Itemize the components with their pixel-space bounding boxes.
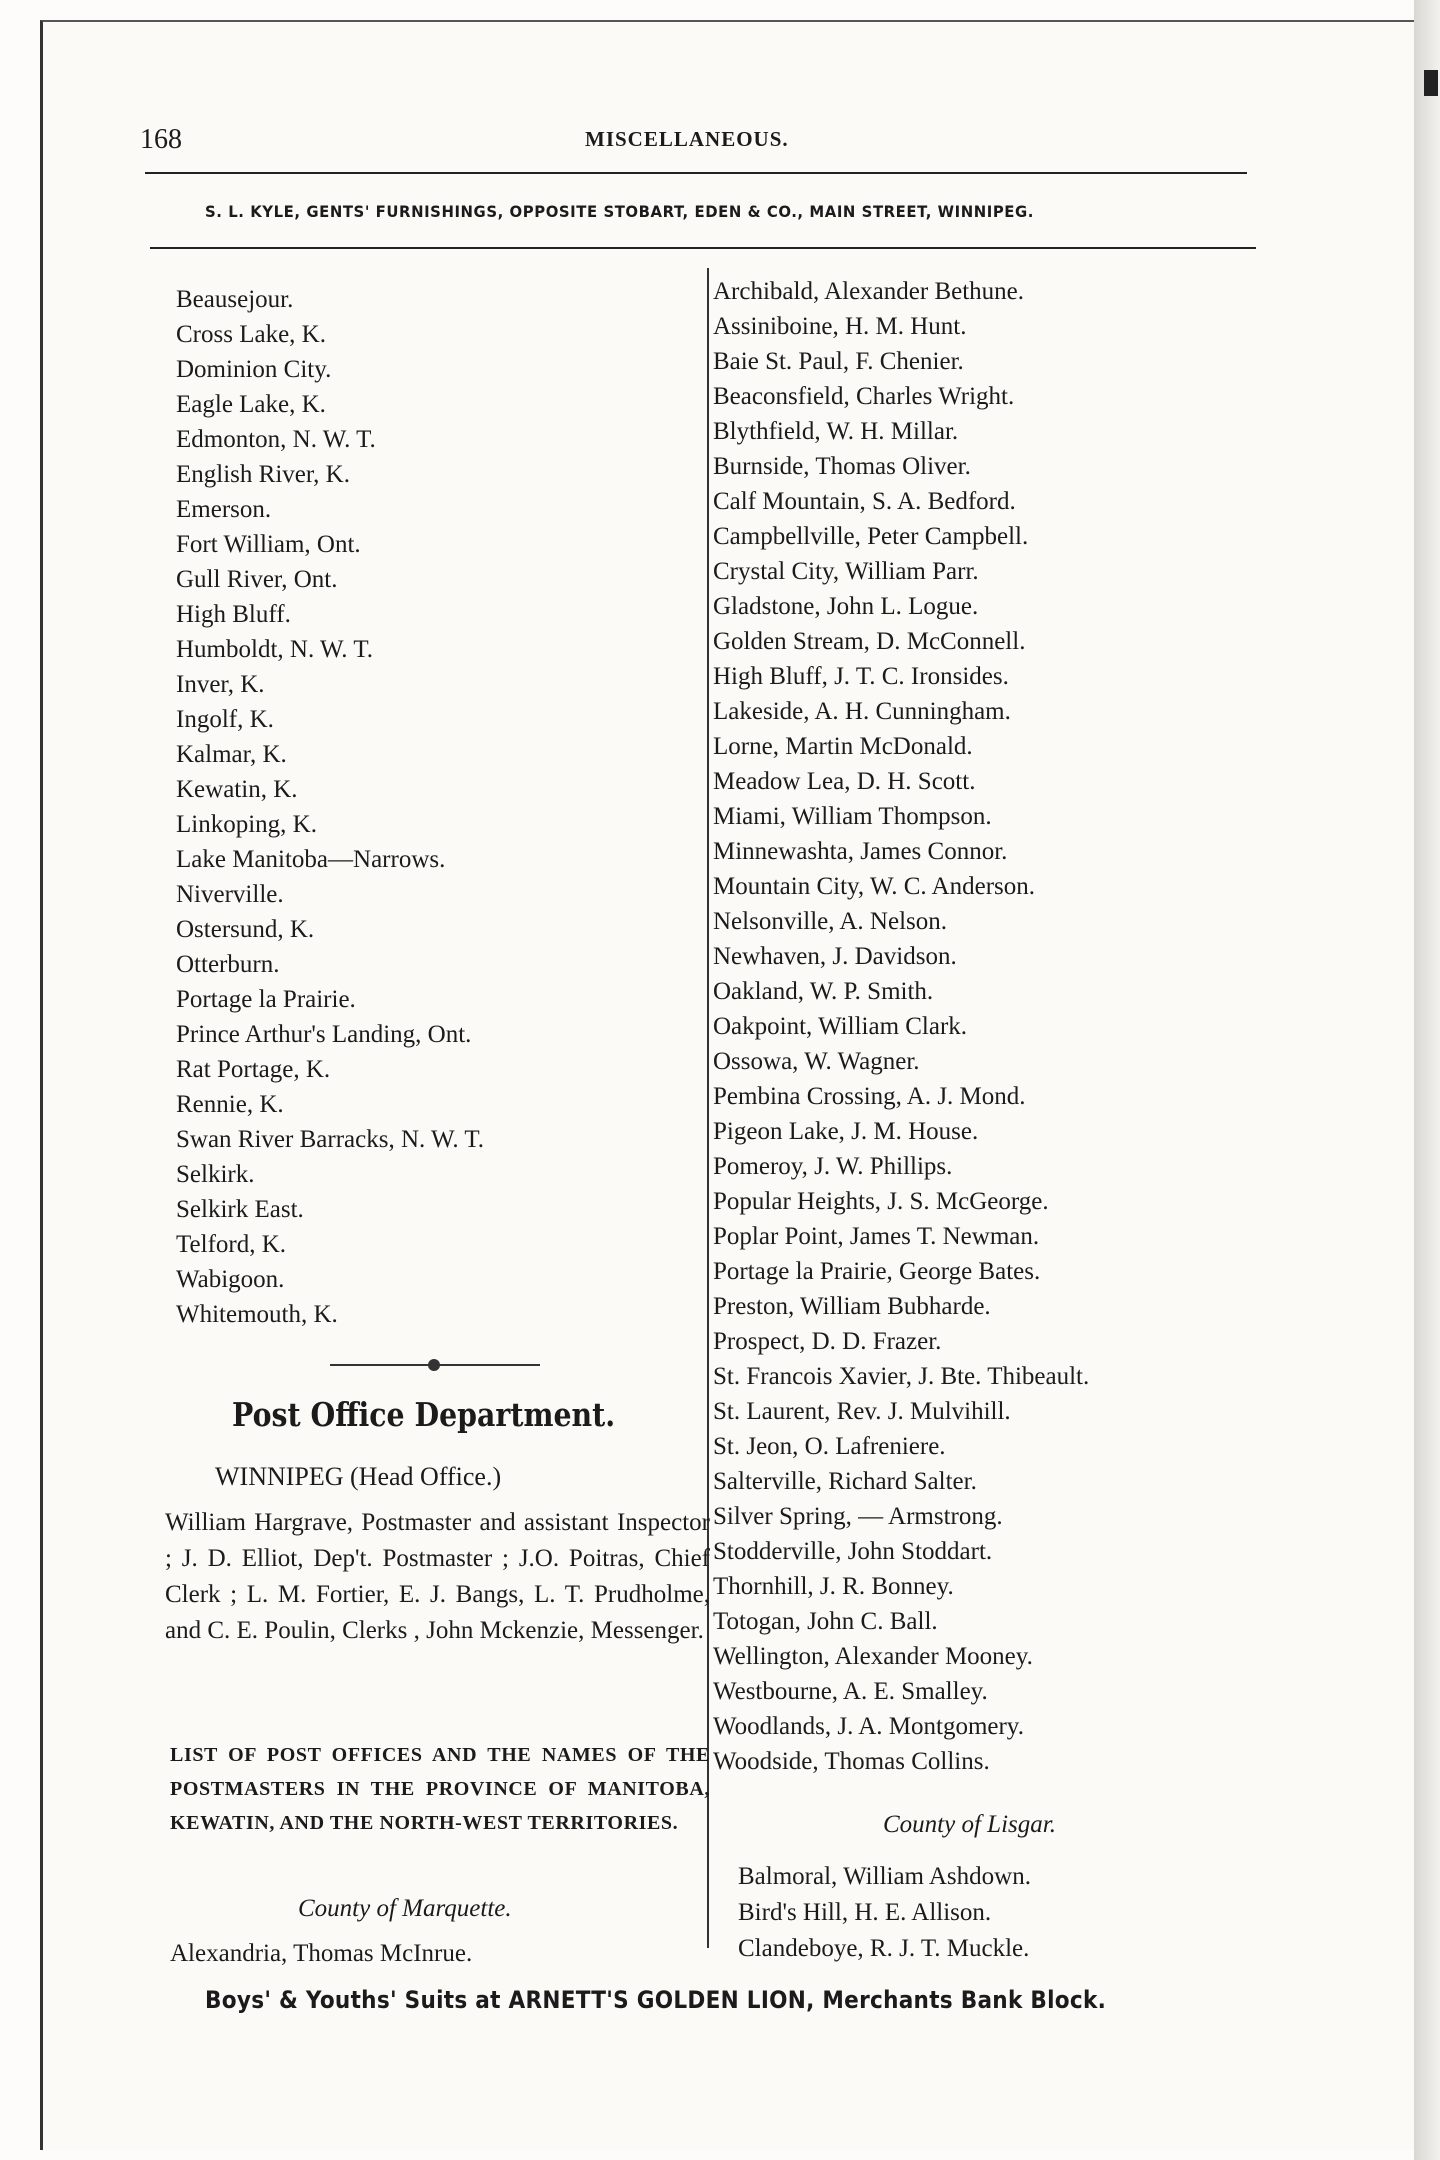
page-number: 168 xyxy=(140,124,182,155)
postmaster-entry: St. Jeon, O. Lafreniere. xyxy=(713,1433,946,1460)
postmaster-entry: Portage la Prairie, George Bates. xyxy=(713,1258,1041,1285)
column-divider xyxy=(707,268,709,1948)
place-entry: Emerson. xyxy=(176,496,272,523)
postmaster-entry: St. Francois Xavier, J. Bte. Thibeault. xyxy=(713,1363,1090,1390)
postmaster-entry: Poplar Point, James T. Newman. xyxy=(713,1223,1040,1250)
place-entry: Cross Lake, K. xyxy=(176,321,326,348)
postmaster-entry: Pomeroy, J. W. Phillips. xyxy=(713,1153,953,1180)
postmaster-entry: Pembina Crossing, A. J. Mond. xyxy=(713,1083,1026,1110)
postmaster-entry: Popular Heights, J. S. McGeorge. xyxy=(713,1188,1049,1215)
place-entry: Telford, K. xyxy=(176,1231,287,1258)
staff-paragraph: William Hargrave, Postmaster and assistant Inspector ; J. D. Elliot, Dep't. Postmaster ; J.O. Poitras, Chief Clerk ; L. M. Fortier, E. J. Bangs, L. T. Prudholme, and C. E. Poulin, Clerks , John Mckenzie, Messenger. xyxy=(165,1509,710,1644)
postmaster-entry: Oakpoint, William Clark. xyxy=(713,1013,968,1040)
postmaster-entry: Golden Stream, D. McConnell. xyxy=(713,628,1026,655)
place-entry: Whitemouth, K. xyxy=(176,1301,338,1328)
postmaster-entry: Silver Spring, — Armstrong. xyxy=(713,1503,1003,1530)
postmaster-entry: Balmoral, William Ashdown. xyxy=(738,1863,1031,1890)
place-entry: Swan River Barracks, N. W. T. xyxy=(176,1126,485,1153)
county-marquette-heading: County of Marquette. xyxy=(298,1895,512,1922)
postmaster-entry: Stodderville, John Stoddart. xyxy=(713,1538,993,1565)
postmaster-entry: Lorne, Martin McDonald. xyxy=(713,733,973,760)
place-entry: Beausejour. xyxy=(176,286,294,313)
place-entry: Rennie, K. xyxy=(176,1091,284,1118)
postmaster-entry: Pigeon Lake, J. M. House. xyxy=(713,1118,979,1145)
postmaster-entry: Burnside, Thomas Oliver. xyxy=(713,453,971,480)
postmaster-entry: Salterville, Richard Salter. xyxy=(713,1468,977,1495)
place-entry: Niverville. xyxy=(176,881,284,908)
running-head: MISCELLANEOUS. xyxy=(585,127,789,151)
advertisement-rule xyxy=(150,247,1256,249)
postmaster-entry: Newhaven, J. Davidson. xyxy=(713,943,957,970)
place-entry: Ostersund, K. xyxy=(176,916,315,943)
postmaster-entry: Archibald, Alexander Bethune. xyxy=(713,278,1025,305)
head-office-city: WINNIPEG (Head Office.) xyxy=(215,1462,502,1491)
place-entry: Portage la Prairie. xyxy=(176,986,356,1013)
postmaster-entry: Totogan, John C. Ball. xyxy=(713,1608,938,1635)
postmaster-entry: Wellington, Alexander Mooney. xyxy=(713,1643,1033,1670)
place-entry: Selkirk East. xyxy=(176,1196,304,1223)
top-advertisement: S. L. KYLE, GENTS' FURNISHINGS, OPPOSITE STOBART, EDEN & CO., MAIN STREET, WINNIPEG. xyxy=(205,202,1035,221)
postmaster-entry: Minnewashta, James Connor. xyxy=(713,838,1008,865)
lisgar-postmaster-list xyxy=(738,1859,1031,1967)
marquette-first-entry: Alexandria, Thomas McInrue. xyxy=(170,1940,473,1967)
postmaster-entry: Clandeboye, R. J. T. Muckle. xyxy=(738,1935,1030,1962)
postmaster-entry: Lakeside, A. H. Cunningham. xyxy=(713,698,1011,725)
postmaster-entry: Mountain City, W. C. Anderson. xyxy=(713,873,1036,900)
place-entry: Kewatin, K. xyxy=(176,776,298,803)
postmaster-entry: High Bluff, J. T. C. Ironsides. xyxy=(713,663,1009,690)
place-entry: Edmonton, N. W. T. xyxy=(176,426,376,453)
postmaster-entry: Bird's Hill, H. E. Allison. xyxy=(738,1899,992,1926)
postmaster-entry: Blythfield, W. H. Millar. xyxy=(713,418,959,445)
place-entry: Rat Portage, K. xyxy=(176,1056,331,1083)
place-entry: English River, K. xyxy=(176,461,350,488)
postmaster-entry: Thornhill, J. R. Bonney. xyxy=(713,1573,954,1600)
post-offices-list-heading: LIST OF POST OFFICES AND THE NAMES OF THE POSTMASTERS IN THE PROVINCE OF MANITOBA, KEWATIN, AND THE NORTH-WEST TERRITORIES. xyxy=(170,1744,710,1834)
place-entry: Humboldt, N. W. T. xyxy=(176,636,374,663)
postmaster-entry: Assiniboine, H. M. Hunt. xyxy=(713,313,967,340)
postmaster-entry: Campbellville, Peter Campbell. xyxy=(713,523,1029,550)
head-office-heading xyxy=(215,1462,501,1492)
place-entry: Kalmar, K. xyxy=(176,741,287,768)
place-entry: Prince Arthur's Landing, Ont. xyxy=(176,1021,472,1048)
postmaster-entry: Calf Mountain, S. A. Bedford. xyxy=(713,488,1016,515)
place-entry: Selkirk. xyxy=(176,1161,255,1188)
postmaster-entry: Woodside, Thomas Collins. xyxy=(713,1748,990,1775)
postmaster-entry: Prospect, D. D. Frazer. xyxy=(713,1328,942,1355)
postmaster-entry: Miami, William Thompson. xyxy=(713,803,992,830)
place-entry: Fort William, Ont. xyxy=(176,531,361,558)
page-edge xyxy=(1414,0,1440,2160)
postmaster-entry: Beaconsfield, Charles Wright. xyxy=(713,383,1015,410)
place-entry: Wabigoon. xyxy=(176,1266,285,1293)
place-entry: Lake Manitoba—Narrows. xyxy=(176,846,446,873)
place-entry: Ingolf, K. xyxy=(176,706,274,733)
place-entry: Gull River, Ont. xyxy=(176,566,338,593)
postmaster-entry: Oakland, W. P. Smith. xyxy=(713,978,934,1005)
place-entry: Inver, K. xyxy=(176,671,265,698)
postmaster-entry: Woodlands, J. A. Montgomery. xyxy=(713,1713,1024,1740)
postmaster-entry: Nelsonville, A. Nelson. xyxy=(713,908,948,935)
right-postmaster-list xyxy=(713,274,1089,1779)
postmaster-entry: Ossowa, W. Wagner. xyxy=(713,1048,920,1075)
bookmark-tab xyxy=(1424,70,1438,96)
postmaster-entry: Gladstone, John L. Logue. xyxy=(713,593,979,620)
ornament-dot xyxy=(428,1359,440,1371)
postmaster-entry: St. Laurent, Rev. J. Mulvihill. xyxy=(713,1398,1011,1425)
county-lisgar-heading: County of Lisgar. xyxy=(883,1811,1056,1838)
postmaster-entry: Baie St. Paul, F. Chenier. xyxy=(713,348,964,375)
left-place-list xyxy=(176,282,484,1332)
bottom-advertisement: Boys' & Youths' Suits at ARNETT'S GOLDEN LION, Merchants Bank Block. xyxy=(205,1986,1107,2014)
place-entry: Dominion City. xyxy=(176,356,332,383)
place-entry: High Bluff. xyxy=(176,601,291,628)
postmaster-entry: Meadow Lea, D. H. Scott. xyxy=(713,768,976,795)
postmaster-entry: Crystal City, William Parr. xyxy=(713,558,979,585)
header-rule xyxy=(145,172,1247,174)
place-entry: Eagle Lake, K. xyxy=(176,391,326,418)
postmaster-entry: Westbourne, A. E. Smalley. xyxy=(713,1678,988,1705)
postmaster-entry: Preston, William Bubharde. xyxy=(713,1293,991,1320)
place-entry: Linkoping, K. xyxy=(176,811,317,838)
post-office-title: Post Office Department. xyxy=(232,1395,616,1434)
place-entry: Otterburn. xyxy=(176,951,280,978)
